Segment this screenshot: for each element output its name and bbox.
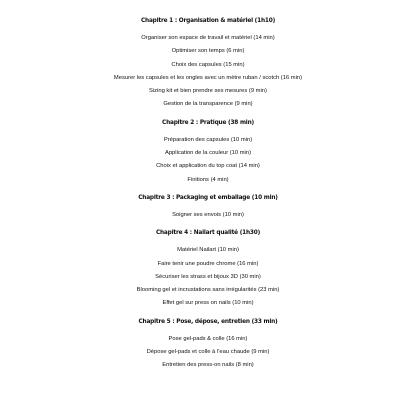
chapter-items [0, 134, 416, 187]
chapter-items [0, 209, 416, 222]
list-item: Sizing kit et bien prendre ses mesures (9 min) [149, 88, 267, 95]
chapter-list [0, 10, 416, 373]
list-item: Choix des capsules (15 min) [171, 61, 245, 68]
list-item: Gestion de la transparence (9 min) [163, 101, 253, 108]
list-item: Finitions (4 min) [187, 176, 229, 183]
chapter-title: Chapitre 4 : Nailart qualité (1h30) [155, 230, 261, 237]
chapter-1 [0, 10, 416, 112]
chapter-items [0, 244, 416, 310]
list-item: Choix et application du top coat (14 min) [156, 163, 260, 170]
chapter-title: Chapitre 5 : Pose, dépose, entretien (33 min) [138, 318, 278, 325]
list-item: Mesurer les capsules et les ongles avec un mètre ruban / scotch (16 min) [113, 74, 303, 81]
chapter-4 [0, 222, 416, 310]
chapter-title: Chapitre 3 : Packaging et emballage (10 min) [138, 194, 278, 201]
list-item: Optimiser son temps (6 min) [171, 48, 245, 55]
list-item: Organiser son espace de travail et matériel (14 min) [141, 35, 275, 41]
list-item: Préparation des capsules (10 min) [163, 136, 253, 143]
list-item: Faire tenir une poudre chrome (16 min) [157, 260, 259, 267]
list-item: Soigner ses envois (10 min) [172, 211, 244, 218]
list-item: Effet gel sur press on nails (10 min) [162, 300, 254, 307]
list-item: Sécuriser les strass et bijoux 3D (30 min) [155, 273, 261, 280]
list-item: Dépose gel-pads et colle à l’eau chaude (9 min) [146, 349, 270, 356]
chapter-2 [0, 112, 416, 187]
list-item: Application de la couleur (10 min) [164, 150, 252, 157]
list-item: Matériel Nailart (10 min) [177, 247, 239, 254]
chapter-title: Chapitre 2 : Pratique (38 min) [162, 119, 254, 126]
chapter-items [0, 333, 416, 373]
chapter-title: Chapitre 1 : Organisation & matériel (1h10) [140, 18, 276, 24]
chapter-items [0, 32, 416, 112]
list-item: Pose gel-pads & colle (16 min) [168, 335, 248, 342]
list-item: Blooming gel et incrustations sans irrégularités (23 min) [136, 287, 280, 294]
chapter-3 [0, 187, 416, 222]
list-item: Entretien des press-on nails (8 min) [162, 362, 254, 369]
chapter-5 [0, 311, 416, 373]
